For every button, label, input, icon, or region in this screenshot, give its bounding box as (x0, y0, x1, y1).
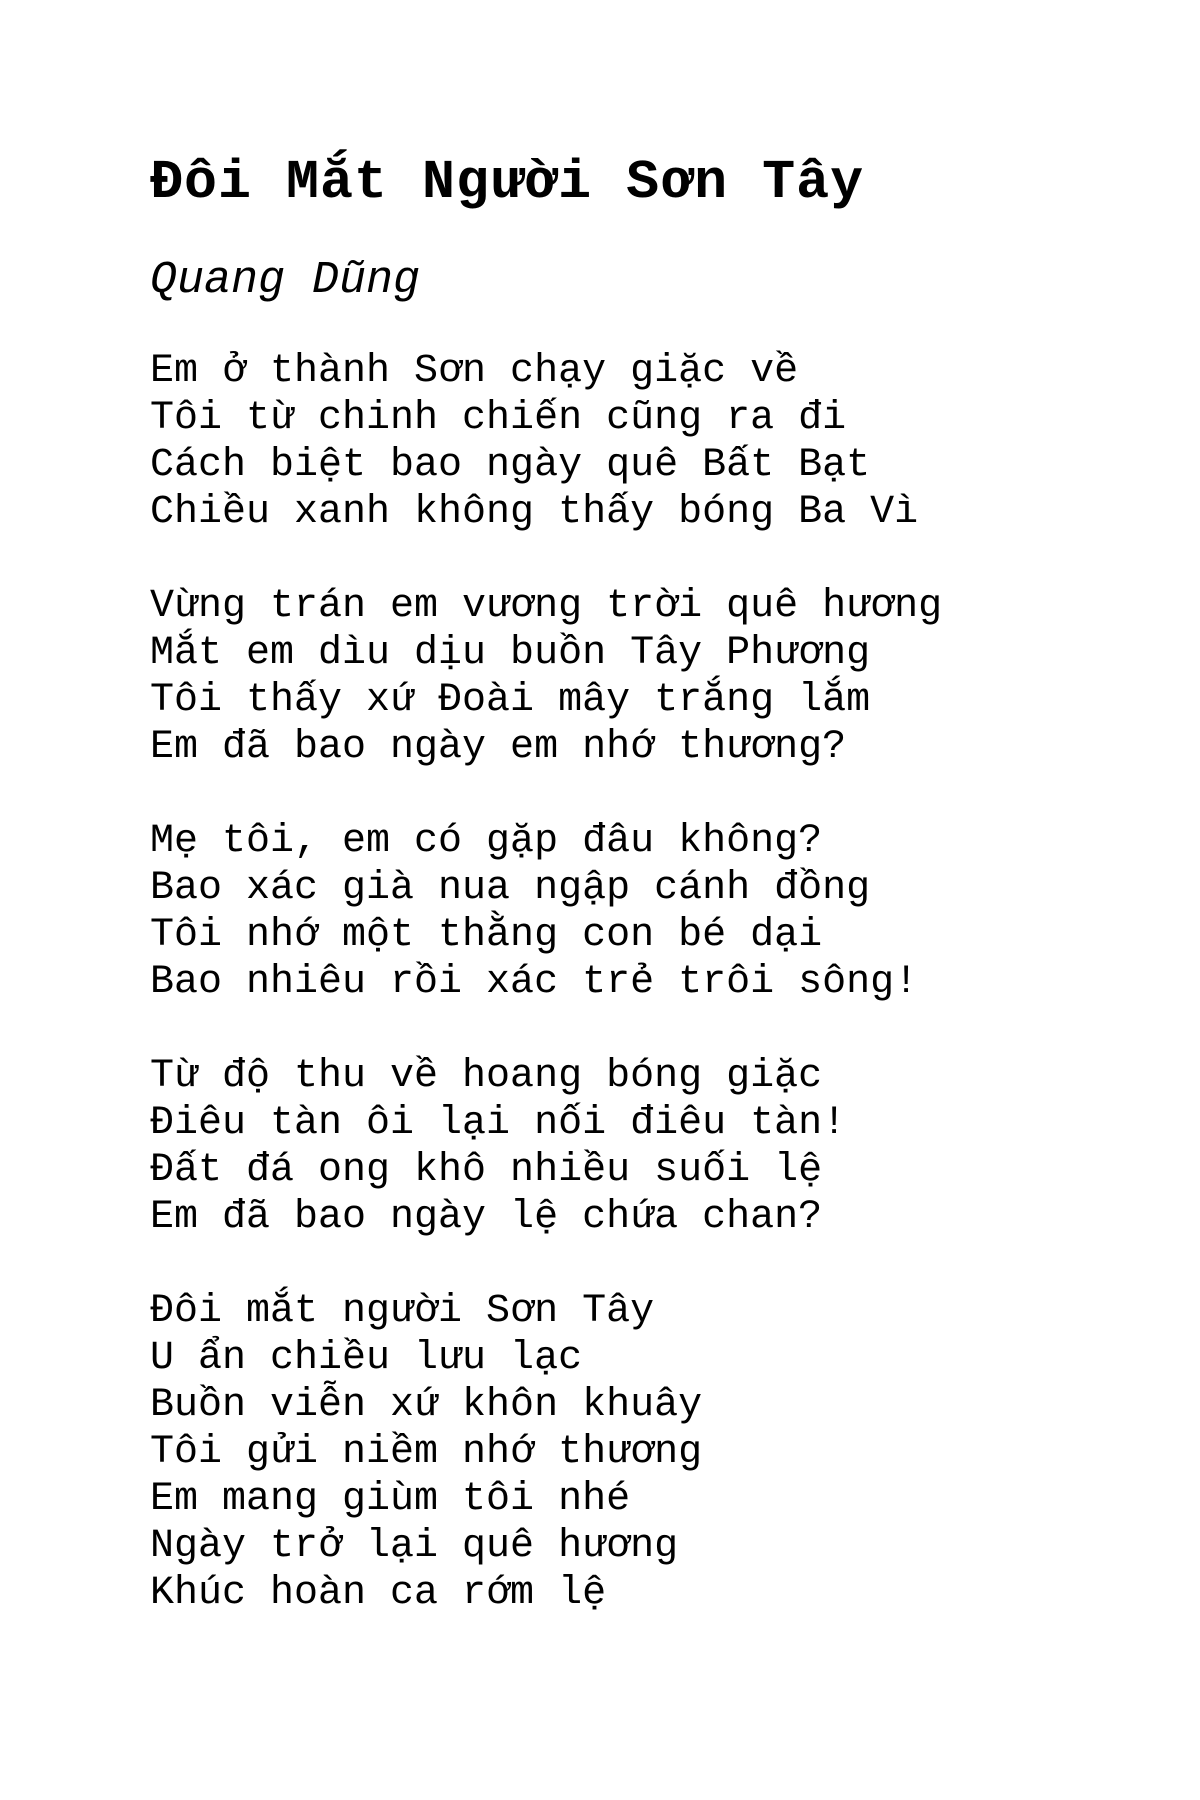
poem-line: Vừng trán em vương trời quê hương (150, 584, 943, 629)
poem-line: Ngày trở lại quê hương (150, 1524, 679, 1569)
poem-line: Em mang giùm tôi nhé (150, 1477, 631, 1522)
poem-line: Chiều xanh không thấy bóng Ba Vì (150, 490, 919, 535)
poem-line: Mẹ tôi, em có gặp đâu không? (150, 819, 823, 864)
poem-line: Điêu tàn ôi lại nối điêu tàn! (150, 1101, 847, 1146)
poem-line: Bao xác già nua ngập cánh đồng (150, 866, 871, 911)
poem-line: Buồn viễn xứ khôn khuây (150, 1383, 703, 1428)
poem-line: Khúc hoàn ca rớm lệ (150, 1571, 607, 1616)
poem-line: Em ở thành Sơn chạy giặc về (150, 349, 799, 394)
poem-line: Đất đá ong khô nhiều suối lệ (150, 1148, 823, 1193)
stanza-4 (150, 1053, 1150, 1241)
stanza-5 (150, 1288, 1150, 1617)
poem-line: Từ độ thu về hoang bóng giặc (150, 1054, 823, 1099)
poem-line: Em đã bao ngày lệ chứa chan? (150, 1195, 823, 1240)
stanza-3 (150, 818, 1150, 1006)
poem-line: Em đã bao ngày em nhớ thương? (150, 725, 847, 770)
poem-page (150, 150, 1150, 1664)
poem-line: Tôi gửi niềm nhớ thương (150, 1430, 703, 1475)
poem-line: Tôi nhớ một thằng con bé dại (150, 913, 823, 958)
poem-line: Bao nhiêu rồi xác trẻ trôi sông! (150, 960, 919, 1005)
poem-line: Tôi thấy xứ Đoài mây trắng lắm (150, 678, 871, 723)
poem-line: U ẩn chiều lưu lạc (150, 1336, 583, 1381)
poem-line: Tôi từ chinh chiến cũng ra đi (150, 396, 847, 441)
poem-line: Cách biệt bao ngày quê Bất Bạt (150, 443, 871, 488)
stanza-2 (150, 583, 1150, 771)
stanza-1 (150, 348, 1150, 536)
poem-author: Quang Dũng (150, 255, 421, 306)
poem-title: Đôi Mắt Người Sơn Tây (150, 151, 865, 214)
poem-line: Đôi mắt người Sơn Tây (150, 1289, 655, 1334)
poem-body (150, 348, 1150, 1617)
poem-line: Mắt em dìu dịu buồn Tây Phương (150, 631, 871, 676)
